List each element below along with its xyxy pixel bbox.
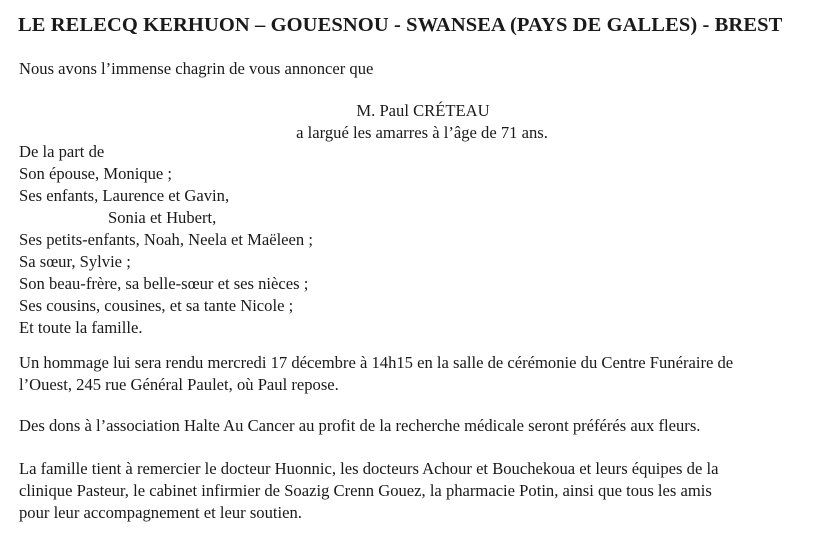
death-line: a largué les amarres à l’âge de 71 ans.: [296, 123, 548, 142]
thanks-paragraph: [19, 458, 809, 524]
family-list: [19, 141, 313, 339]
family-line: Ses petits-enfants, Noah, Neela et Maëleen ;: [19, 230, 313, 249]
ceremony-line: l’Ouest, 245 rue Général Paulet, où Paul repose.: [19, 375, 339, 394]
notice-title: LE RELECQ KERHUON – GOUESNOU - SWANSEA (PAYS DE GALLES) - BREST: [18, 14, 783, 36]
donations-paragraph: [19, 415, 809, 437]
intro-sentence: Nous avons l’immense chagrin de vous annoncer que: [19, 59, 374, 78]
deceased-name: M. Paul CRÉTEAU: [356, 101, 490, 120]
family-line: Ses enfants, Laurence et Gavin,: [19, 186, 230, 205]
ceremony-line: Un hommage lui sera rendu mercredi 17 décembre à 14h15 en la salle de cérémonie du Centre Funéraire de: [19, 353, 734, 372]
thanks-line: pour leur accompagnement et leur soutien.: [19, 503, 302, 522]
donations-line: Des dons à l’association Halte Au Cancer au profit de la recherche médicale seront préférés aux fleurs.: [19, 416, 701, 435]
family-line: De la part de: [19, 142, 105, 161]
thanks-line: clinique Pasteur, le cabinet infirmier de Soazig Crenn Gouez, la pharmacie Potin, ainsi que tous les amis: [19, 481, 712, 500]
deceased-block: [0, 100, 826, 144]
family-line: Son beau-frère, sa belle-sœur et ses nièces ;: [19, 274, 309, 293]
ceremony-paragraph: [19, 352, 809, 396]
thanks-line: La famille tient à remercier le docteur Huonnic, les docteurs Achour et Bouchekoua et leurs équipes de la: [19, 459, 719, 478]
family-line: Et toute la famille.: [19, 318, 143, 337]
family-line: Son épouse, Monique ;: [19, 164, 173, 183]
family-line: Ses cousins, cousines, et sa tante Nicole ;: [19, 296, 294, 315]
family-line: Sa sœur, Sylvie ;: [19, 252, 131, 271]
family-line: Sonia et Hubert,: [108, 208, 217, 227]
